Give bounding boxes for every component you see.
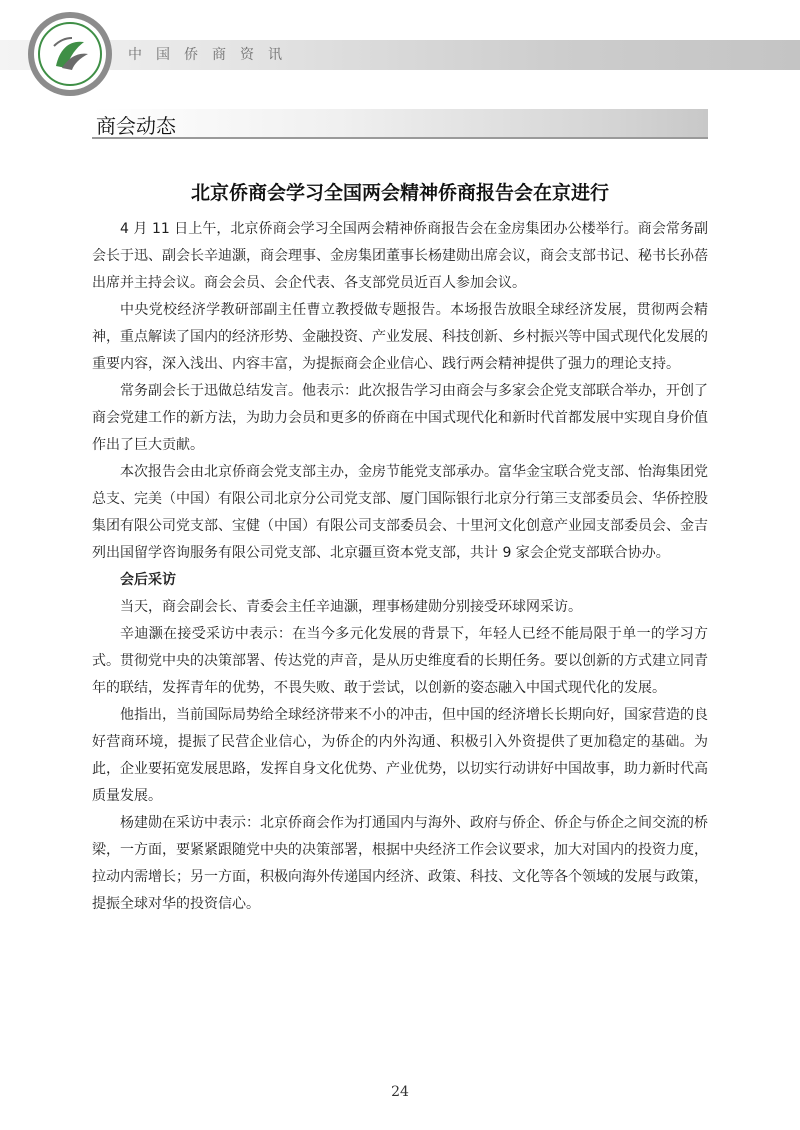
paragraph: 4 月 11 日上午，北京侨商会学习全国两会精神侨商报告会在金房集团办公楼举行。商会常务副会长于迅、副会长辛迪灏，商会理事、金房集团董事长杨建勋出席会议，商会支部书记、秘书长孙蓓出席并主持会议。商会会员、会企代表、各支部党员近百人参加会议。 (92, 221, 708, 291)
masthead-title: 中国侨商资讯 (128, 47, 296, 63)
article-body (92, 216, 708, 918)
section-title: 商会动态 (96, 114, 176, 138)
article-title: 北京侨商会学习全国两会精神侨商报告会在京进行 (190, 182, 609, 204)
paragraph: 本次报告会由北京侨商会党支部主办，金房节能党支部承办。富华金宝联合党支部、怡海集团党总支、完美（中国）有限公司北京分公司党支部、厦门国际银行北京分行第三支部委员会、华侨控股集团有限公司党支部、宝健（中国）有限公司支部委员会、十里河文化创意产业园支部委员会、金吉列出国留学咨询服务有限公司党支部、北京疆亘资本党支部，共计 9 家会企党支部联合协办。 (92, 464, 708, 561)
paragraph: 常务副会长于迅做总结发言。他表示：此次报告学习由商会与多家会企党支部联合举办，开创了商会党建工作的新方法，为助力会员和更多的侨商在中国式现代化和新时代首都发展中实现自身价值作出了巨大贡献。 (92, 383, 708, 453)
subheading: 会后采访 (120, 572, 176, 588)
chamber-logo (26, 10, 114, 98)
paragraph: 杨建勋在采访中表示：北京侨商会作为打通国内与海外、政府与侨企、侨企与侨企之间交流的桥梁，一方面，要紧紧跟随党中央的决策部署，根据中央经济工作会议要求，加大对国内的投资力度，拉动内需增长；另一方面，积极向海外传递国内经济、政策、科技、文化等各个领域的发展与政策，提振全球对华的投资信心。 (92, 815, 708, 912)
paragraph: 中央党校经济学教研部副主任曹立教授做专题报告。本场报告放眼全球经济发展，贯彻两会精神，重点解读了国内的经济形势、金融投资、产业发展、科技创新、乡村振兴等中国式现代化发展的重要内容，深入浅出、内容丰富，为提振商会企业信心、践行两会精神提供了强力的理论支持。 (92, 302, 708, 372)
header-band (0, 40, 800, 70)
paragraph: 当天，商会副会长、青委会主任辛迪灏，理事杨建勋分别接受环球网采访。 (120, 599, 582, 615)
section-header (92, 109, 708, 139)
paragraph: 他指出，当前国际局势给全球经济带来不小的冲击，但中国的经济增长长期向好，国家营造的良好营商环境，提振了民营企业信心，为侨企的内外沟通、积极引入外资提供了更加稳定的基础。为此，企业要拓宽发展思路，发挥自身文化优势、产业优势，以切实行动讲好中国故事，助力新时代高质量发展。 (92, 707, 708, 804)
page-number: 24 (391, 1084, 409, 1100)
paragraph: 辛迪灏在接受采访中表示：在当今多元化发展的背景下，年轻人已经不能局限于单一的学习方式。贯彻党中央的决策部署、传达党的声音，是从历史维度看的长期任务。要以创新的方式建立同青年的联结，发挥青年的优势，不畏失败、敢于尝试，以创新的姿态融入中国式现代化的发展。 (92, 626, 708, 696)
